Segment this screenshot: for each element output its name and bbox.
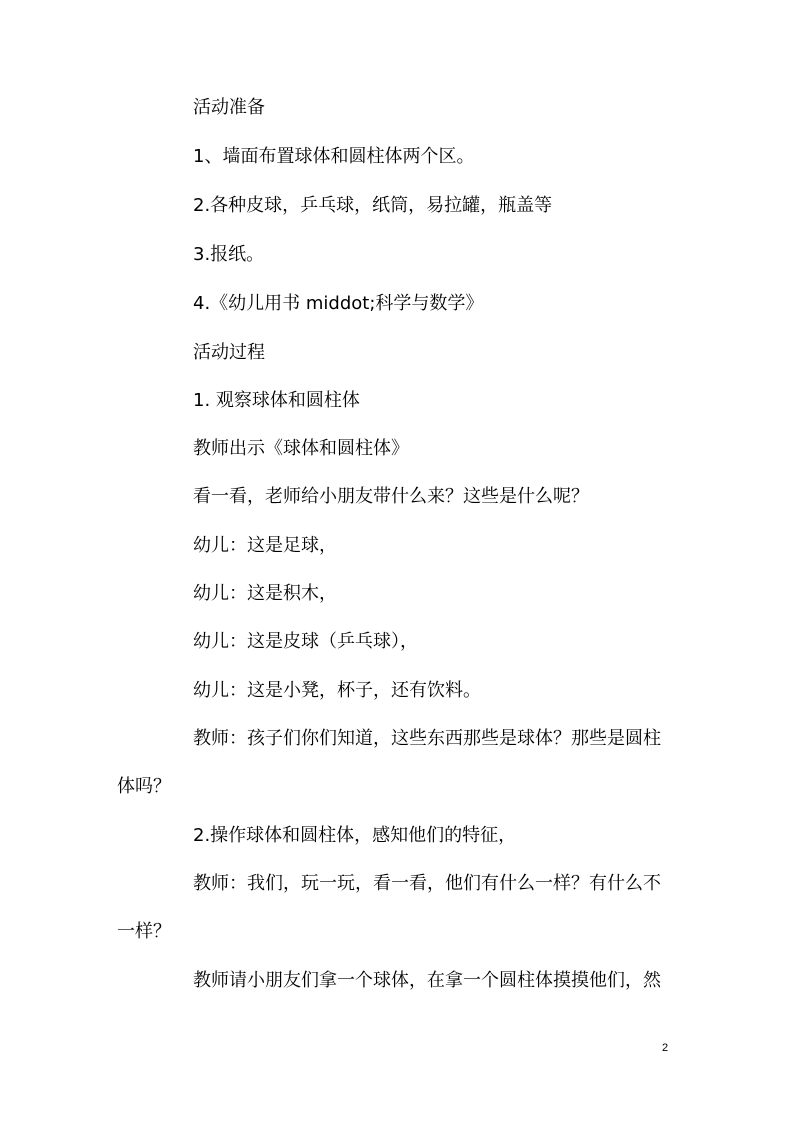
paragraph-line: 幼儿：这是足球， xyxy=(193,535,337,556)
paragraph-line: 教师：孩子们你们知道，这些东西那些是球体？那些是圆柱 xyxy=(193,728,661,749)
paragraph-line: 教师出示《球体和圆柱体》 xyxy=(193,438,409,459)
paragraph-line: 幼儿：这是积木， xyxy=(193,583,337,604)
paragraph-line: 幼儿：这是小凳，杯子，还有饮料。 xyxy=(193,680,481,701)
paragraph-line: 1、墙面布置球体和圆柱体两个区。 xyxy=(193,146,475,167)
page-number: 2 xyxy=(662,1042,669,1054)
paragraph-line: 看一看，老师给小朋友带什么来？这些是什么呢？ xyxy=(193,486,589,507)
heading-activity-process: 活动过程 xyxy=(193,342,265,363)
paragraph-line: 教师：我们，玩一玩，看一看，他们有什么一样？有什么不 xyxy=(193,873,661,894)
paragraph-line: 2.操作球体和圆柱体，感知他们的特征， xyxy=(193,825,517,846)
paragraph-line-continuation: 体吗？ xyxy=(117,776,171,797)
paragraph-line-continuation: 一样？ xyxy=(117,921,171,942)
paragraph-line: 教师请小朋友们拿一个球体，在拿一个圆柱体摸摸他们，然 xyxy=(193,970,661,991)
paragraph-line: 3.报纸。 xyxy=(193,244,265,265)
paragraph-line: 2.各种皮球，乒乓球，纸筒，易拉罐，瓶盖等 xyxy=(193,195,553,216)
paragraph-line: 1. 观察球体和圆柱体 xyxy=(193,390,360,411)
paragraph-line: 4.《幼儿用书 middot;科学与数学》 xyxy=(193,293,484,314)
heading-activity-preparation: 活动准备 xyxy=(193,97,265,118)
paragraph-line: 幼儿：这是皮球（乒乓球）， xyxy=(193,631,418,652)
